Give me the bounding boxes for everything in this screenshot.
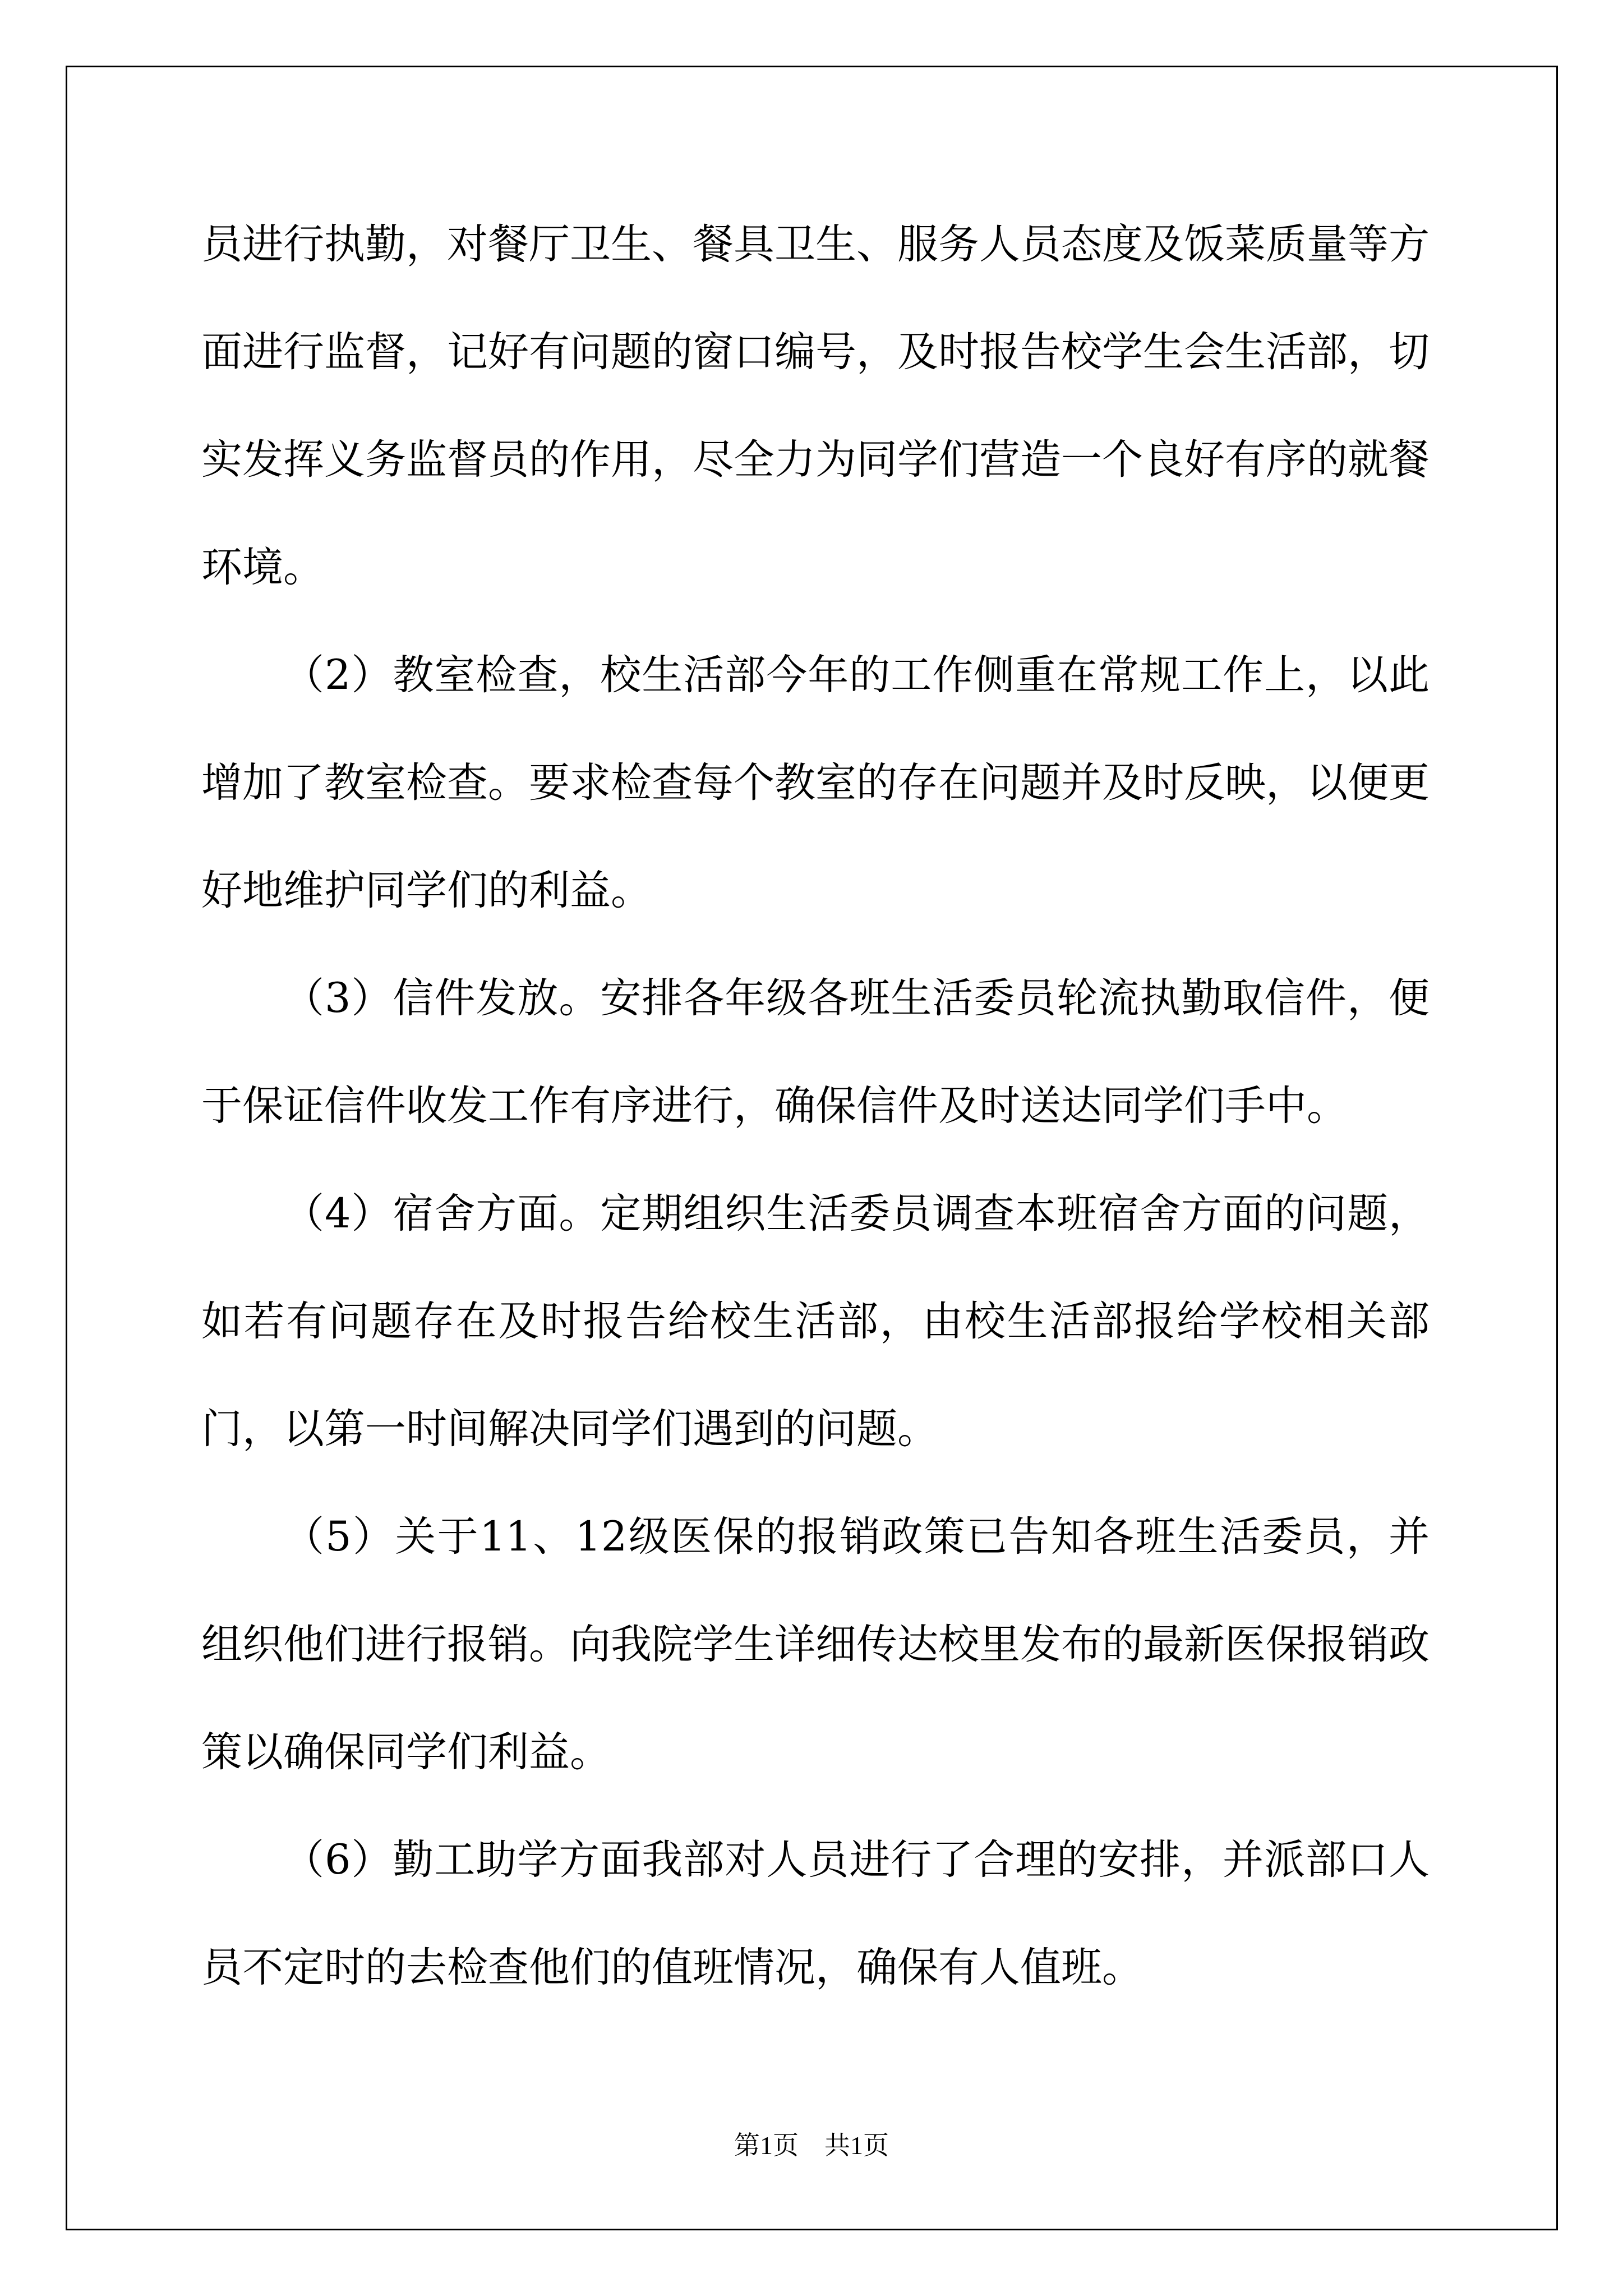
paragraph-mail-distribution: （3）信件发放。安排各年级各班生活委员轮流执勤取信件，便于保证信件收发工作有序进行，确保信件及时送达同学们手中。 [201,974,1430,1130]
page-footer: 第1页 共1页 [734,2131,889,2160]
paragraph-dormitory: （4）宿舍方面。定期组织生活委员调查本班宿舍方面的问题，如若有问题存在及时报告给校生活部，由校生活部报给学校相关部门，以第一时间解决同学们遇到的问题。 [201,1190,1430,1453]
paragraph-classroom-inspection: （2）教室检查，校生活部今年的工作侧重在常规工作上，以此增加了教室检查。要求检查每个教室的存在问题并及时反映，以便更好地维护同学们的利益。 [201,651,1430,914]
paragraph-medical-insurance: （5）关于11、12级医保的报销政策已告知各班生活委员，并组织他们进行报销。向我院学生详细传达校里发布的最新医保报销政策以确保同学们利益。 [201,1513,1430,1776]
document-body [201,191,1430,2022]
paragraph-work-study: （6）勤工助学方面我部对人员进行了合理的安排，并派部口人员不定时的去检查他们的值班情况，确保有人值班。 [201,1836,1430,1991]
paragraph-continuation: 员进行执勤，对餐厅卫生、餐具卫生、服务人员态度及饭菜质量等方面进行监督，记好有问题的窗口编号，及时报告校学生会生活部，切实发挥义务监督员的作用，尽全力为同学们营造一个良好有序的就餐环境。 [201,220,1430,591]
